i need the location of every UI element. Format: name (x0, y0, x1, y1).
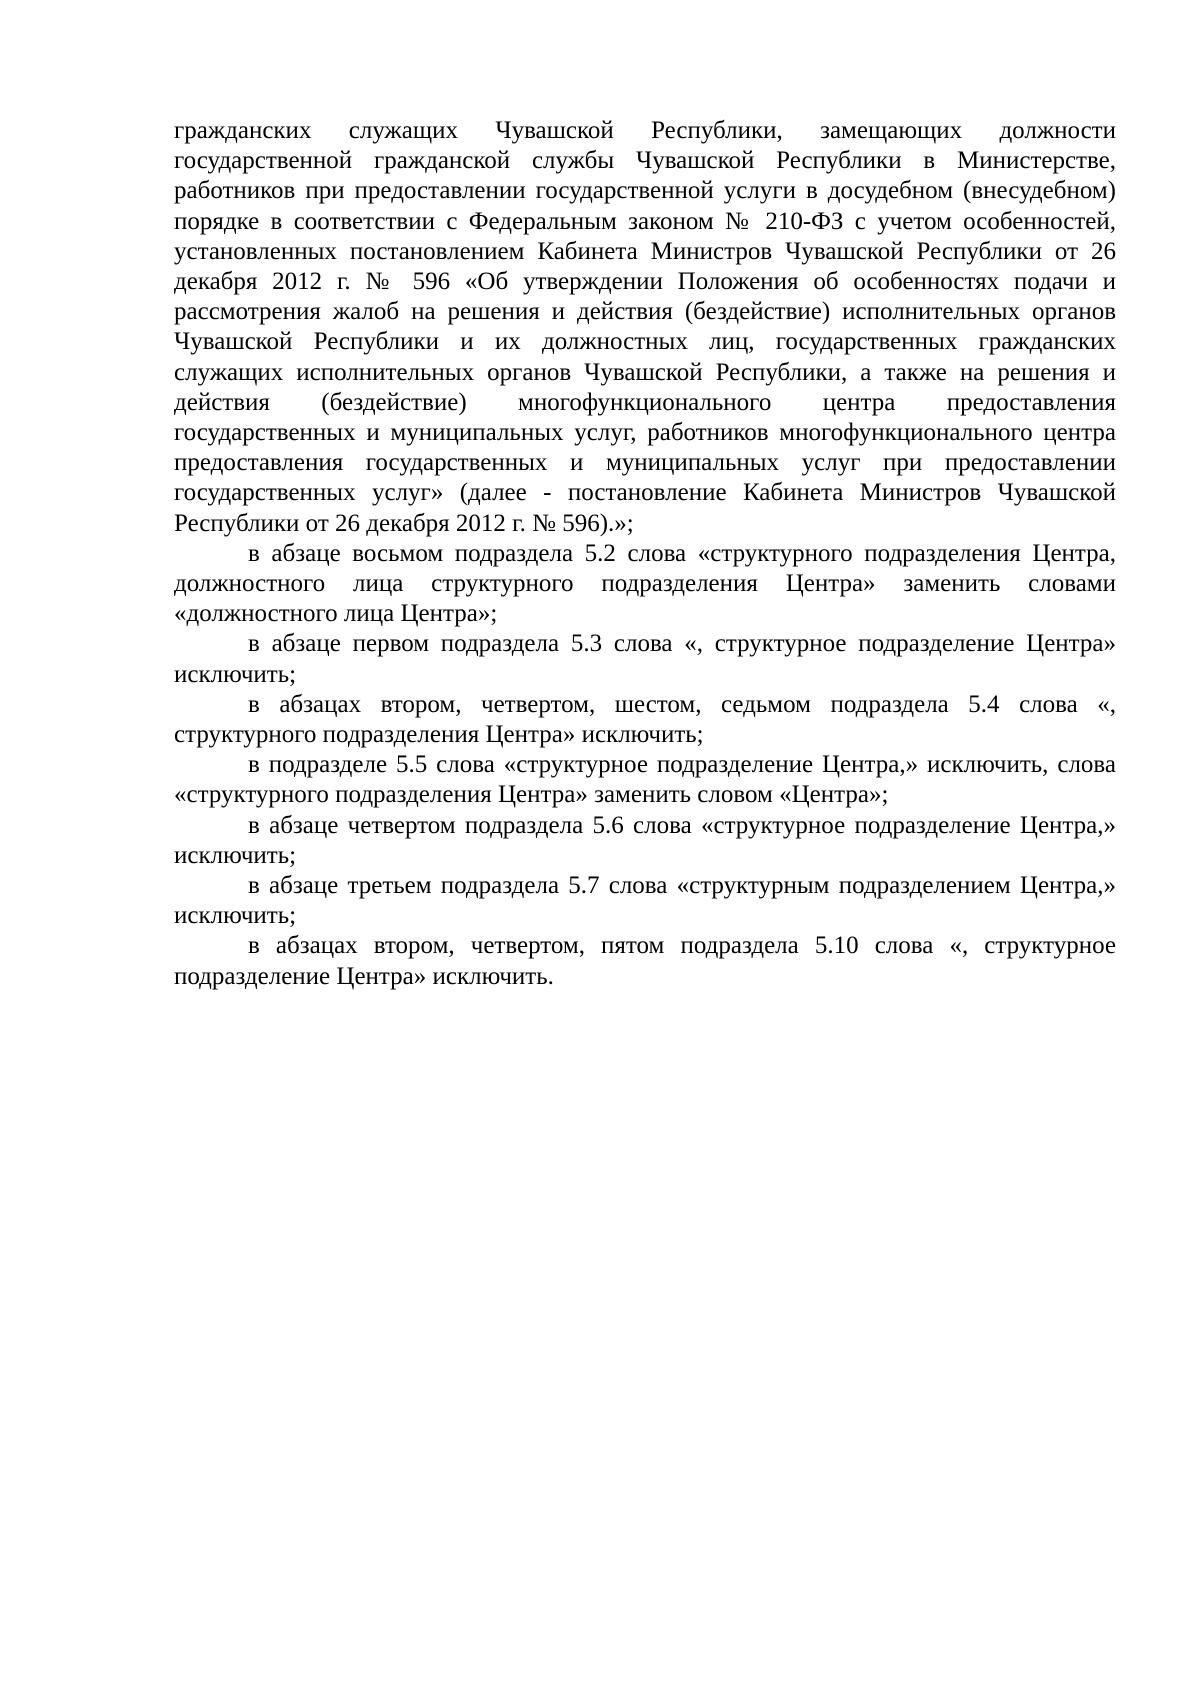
paragraph-amendment-5-6: в абзаце четвертом подраздела 5.6 слова «структурное подразделение Центра,» исключить; (174, 811, 1116, 869)
paragraph-amendment-5-3: в абзаце первом подраздела 5.3 слова «, структурное подразделение Центра» исключить; (174, 630, 1116, 688)
paragraph-amendment-5-2: в абзаце восьмом подраздела 5.2 слова «структурного подразделения Центра, должностного лица структурного подразделения Центра» заменить словами «должностного лица Центра»; (174, 539, 1116, 628)
paragraph-amendment-5-4: в абзацах втором, четвертом, шестом, седьмом подраздела 5.4 слова «, структурного подразделения Центра» исключить; (174, 690, 1116, 749)
document-body (174, 116, 1116, 992)
paragraph-amendment-5-10: в абзацах втором, четвертом, пятом подраздела 5.10 слова «, структурное подразделение Центра» исключить. (174, 932, 1116, 990)
paragraph-continuation: гражданских служащих Чувашской Республики, замещающих должности государственной гражданской службы Чувашской Республики в Министерстве, работников при предоставлении государственной услуги в досудебном (внесудебном) порядке в соответствии с Федеральным законом № 210-ФЗ с учетом особенностей, установленных постановлением Кабинета Министров Чувашской Республики от 26 декабря 2012 г. № 596 «Об утверждении Положения об особенностях подачи и рассмотрения жалоб на решения и действия (бездействие) исполнительных органов Чувашской Республики и их должностных лиц, государственных гражданских служащих исполнительных органов Чувашской Республики, а также на решения и действия (бездействие) многофункционального центра предоставления государственных и муниципальных услуг, работников многофункционального центра предоставления государственных и муниципальных услуг при предоставлении государственных услуг» (далее - постановление Кабинета Министров Чувашской Республики от 26 декабря 2012 г. № 596).»; (174, 117, 1116, 537)
paragraph-amendment-5-7: в абзаце третьем подраздела 5.7 слова «структурным подразделением Центра,» исключить; (174, 872, 1116, 930)
paragraph-amendment-5-5: в подразделе 5.5 слова «структурное подразделение Центра,» исключить, слова «структурного подразделения Центра» заменить словом «Центра»; (174, 751, 1116, 809)
